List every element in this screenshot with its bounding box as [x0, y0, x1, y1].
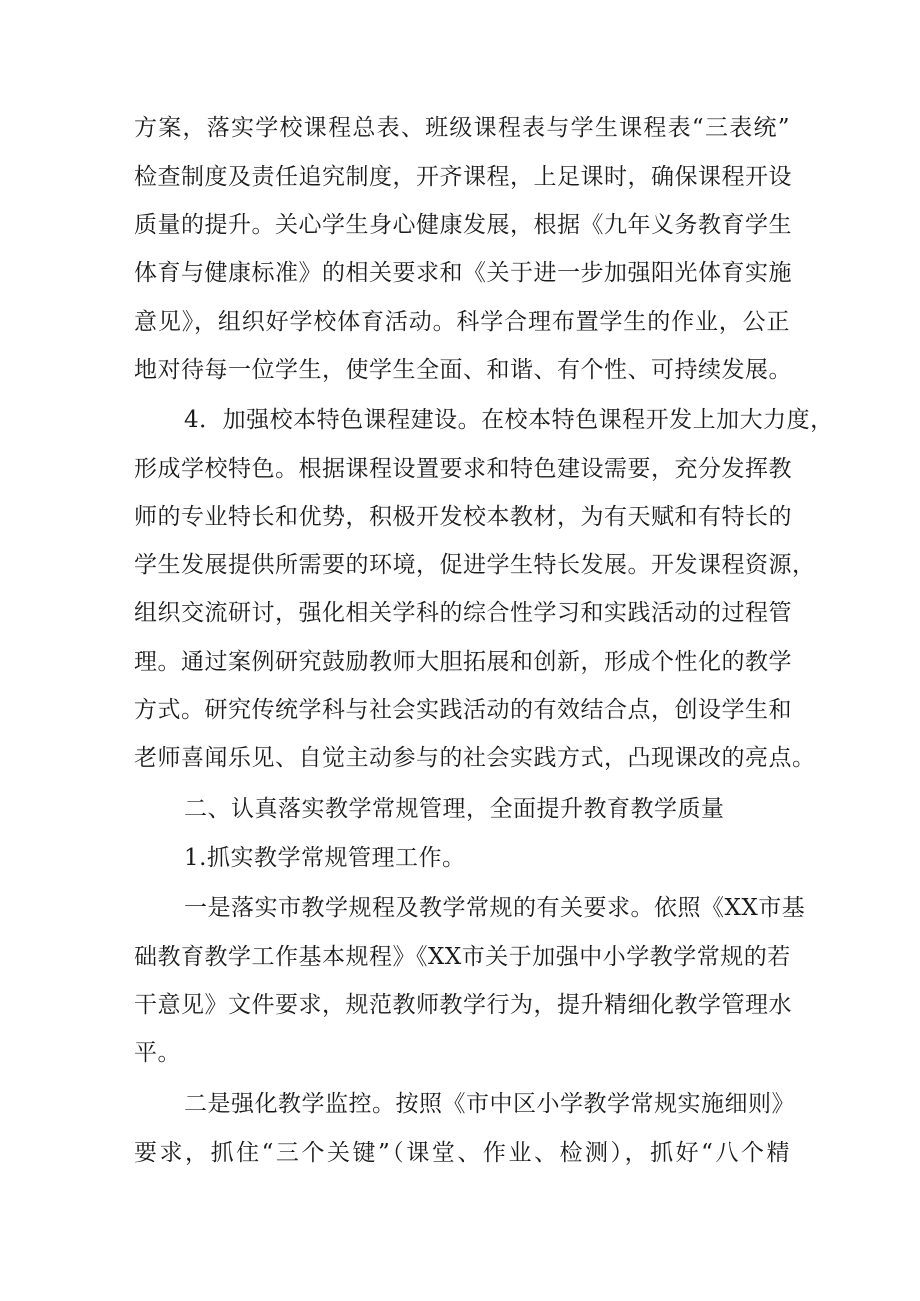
text-line-19: 干意见》文件要求，规范教师教学行为，提升精细化教学管理水: [134, 992, 792, 1018]
subsection-1-heading: 1.抓实教学常规管理工作。: [184, 845, 466, 871]
text-line-17: 一是落实市教学规程及教学常规的有关要求。依照《XX市基: [184, 895, 806, 921]
text-line-5: 意见》，组织好学校体育活动。科学合理布置学生的作业，公正: [134, 309, 790, 335]
text-line-14: 老师喜闻乐见、自觉主动参与的社会实践方式，凸现课改的亮点。: [134, 745, 816, 771]
text-line-22: 要求，抓住“三个关键”（课堂、作业、检测），抓好“八个精: [134, 1140, 790, 1166]
text-line-2: 检查制度及责任追究制度，开齐课程，上足课时，确保课程开设: [134, 164, 792, 190]
text-line-10: 学生发展提供所需要的环境，促进学生特长发展。开发课程资源，: [134, 552, 816, 578]
text-line-11: 组织交流研讨，强化相关学科的综合性学习和实践活动的过程管: [134, 600, 792, 626]
text-line-20: 平。: [134, 1040, 181, 1066]
text-line-8: 形成学校特色。根据课程设置要求和特色建设需要，充分发挥教: [134, 456, 792, 482]
section-two-heading: 二、认真落实教学常规管理，全面提升教育教学质量: [184, 796, 725, 822]
text-line-1: 方案，落实学校课程总表、班级课程表与学生课程表“三表统”: [134, 115, 790, 141]
text-line-18: 础教育教学工作基本规程》《XX市关于加强中小学教学常规的若: [134, 944, 791, 970]
section-4-heading-line: 4．加强校本特色课程建设。在校本特色课程开发上加大力度，: [184, 407, 834, 433]
text-line-4: 体育与健康标准》的相关要求和《关于进一步加强阳光体育实施: [134, 260, 792, 286]
text-line-6: 地对待每一位学生，使学生全面、和谐、有个性、可持续发展。: [134, 357, 792, 383]
text-line-12: 理。通过案例研究鼓励教师大胆拓展和创新，形成个性化的教学: [134, 649, 792, 675]
text-line-3: 质量的提升。关心学生身心健康发展，根据《九年义务教育学生: [134, 212, 792, 238]
text-line-13: 方式。研究传统学科与社会实践活动的有效结合点，创设学生和: [134, 697, 792, 723]
text-line-21: 二是强化教学监控。按照《市中区小学教学常规实施细则》: [184, 1091, 795, 1117]
text-line-9: 师的专业特长和优势，积极开发校本教材，为有天赋和有特长的: [134, 504, 792, 530]
